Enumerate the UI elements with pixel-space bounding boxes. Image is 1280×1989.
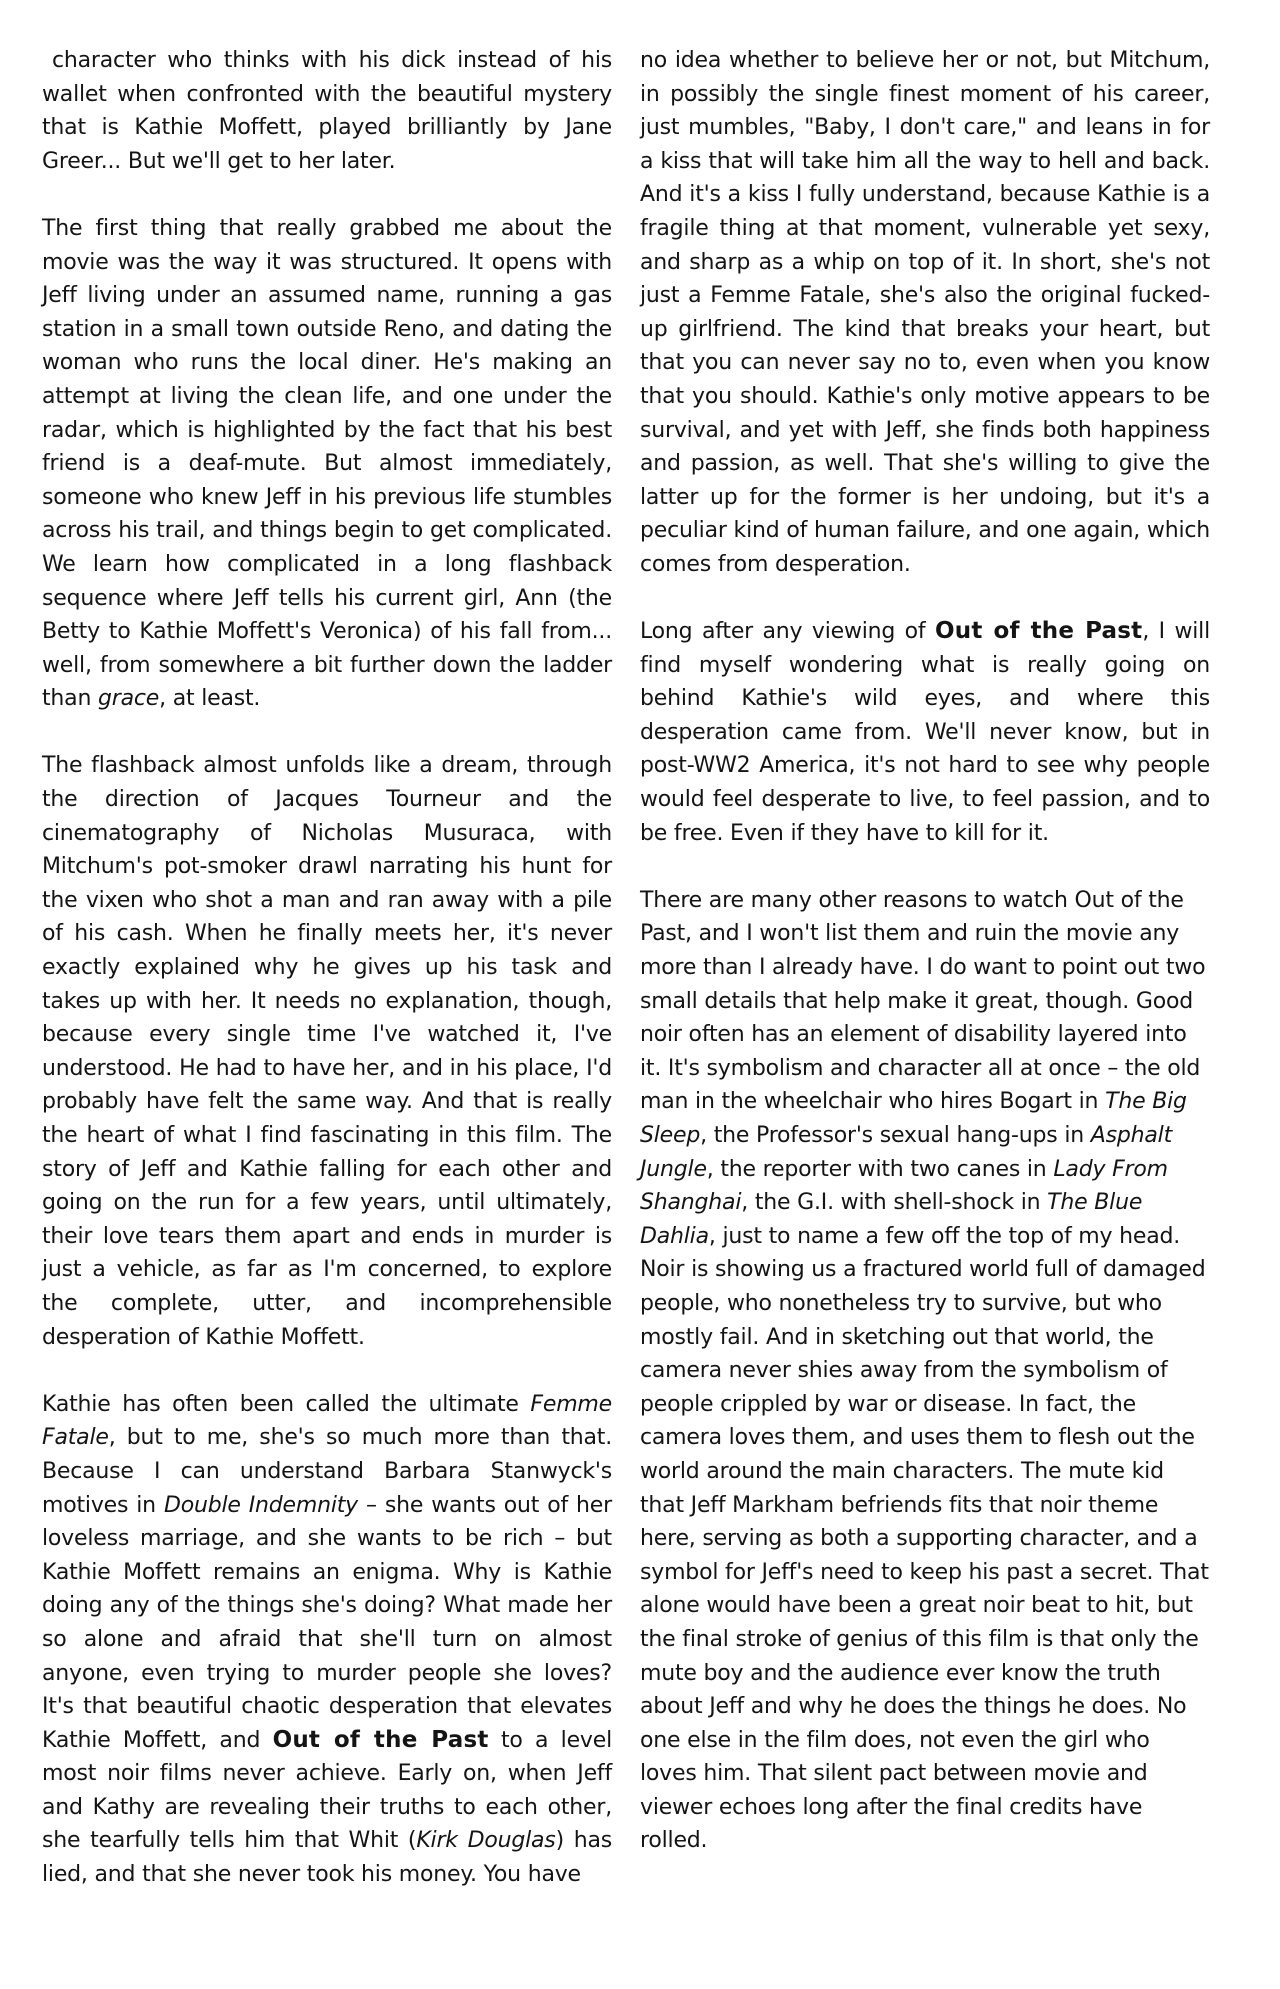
paragraph-kiss: no idea whether to believe her or not, but Mitchum, in possibly the single finest moment of his career, just mumbles, "Baby, I don't care," and leans in for a kiss that will take him all the way to hell and back. And it's a kiss I fully understand, because Kathie is a fragile thing at that moment, vulnerable yet sexy, and sharp as a whip on top of it. In short, she's not just a Femme Fatale, she's also the original fucked-up girlfriend. The kind that breaks your heart, but that you can never say no to, even when you know that you should. Kathie's only motive appears to be survival, and yet with Jeff, she finds both happiness and passion, as well. That she's willing to give the latter up for the former is her undoing, but it's a peculiar kind of human failure, and one again, which comes from desperation. bbox=[640, 48, 1210, 577]
film-title: Lady From Shanghai bbox=[640, 1156, 1168, 1216]
paragraph-flashback: The flashback almost unfolds like a dream, through the direction of Jacques Tourneur and the cinematography of Nicholas Musuraca, with Mitchum's pot-smoker drawl narrating his hunt for the vixen who shot a man and ran away with a pile of his cash. When he finally meets her, it's never exactly explained why he gives up his task and takes up with her. It needs no explanation, though, because every single time I've watched it, I've understood. He had to have her, and in his place, I'd probably have felt the same way. And that is really the heart of what I find fascinating in this film. The story of Jeff and Kathie falling for each other and going on the run for a few years, until ultimately, their love tears them apart and ends in murder is just a vehicle, as far as I'm concerned, to explore the complete, utter, and incomprehensible desperation of Kathie Moffett. bbox=[42, 753, 612, 1350]
paragraph-desperation: Long after any viewing of Out of the Past, I will find myself wondering what is really going on behind Kathie's wild eyes, and where this desperation came from. We'll never know, but in post-WW2 America, it's not hard to see why people would feel desperate to live, to feel passion, and to be free. Even if they have to kill for it. bbox=[640, 618, 1210, 846]
film-title: The Blue Dahlia bbox=[640, 1190, 1143, 1249]
film-title-bold: Out of the Past bbox=[272, 1726, 489, 1753]
paragraph-femme-fatale: Kathie has often been called the ultimate Femme Fatale, but to me, she's so much more than that. Because I can understand Barbara Stanwyck's motives in Double Indemnity – she wants out of her loveless marriage, and she wants to be rich – but Kathie Moffett remains an enigma. Why is Kathie doing any of the things she's doing? What made her so alone and afraid that she'll turn on almost anyone, even trying to murder people she loves? It's that beautiful chaotic desperation that elevates Kathie Moffett, and Out of the Past to a level most noir films never achieve. Early on, when Jeff and Kathy are revealing their truths to each other, she tearfully tells him that Whit (Kirk Douglas) has lied, and that she never took his money. You have bbox=[42, 1391, 612, 1888]
paragraph-structure: The first thing that really grabbed me about the movie was the way it was structured. It opens with Jeff living under an assumed name, running a gas station in a small town outside Reno, and dating the woman who runs the local diner. He's making an attempt at living the clean life, and one under the radar, which is highlighted by the fact that his best friend is a deaf-mute. But almost immediately, someone who knew Jeff in his previous life stumbles across his trail, and things begin to get complicated. We learn how complicated in a long flashback sequence where Jeff tells his current girl, Ann (the Betty to Kathie Moffett's Veronica) of his fall from... well, from somewhere a bit further down the ladder than grace, at least. bbox=[42, 215, 612, 712]
emphasis-text: Femme Fatale bbox=[42, 1391, 612, 1451]
film-title: Double Indemnity bbox=[163, 1492, 358, 1518]
film-title: The Big Sleep bbox=[640, 1089, 1187, 1148]
right-column bbox=[640, 44, 1210, 1858]
actor-name: Kirk Douglas bbox=[416, 1828, 556, 1854]
left-column bbox=[42, 44, 612, 1892]
paragraph-continued: character who thinks with his dick instead of his wallet when confronted with the beautiful mystery that is Kathie Moffett, played brilliantly by Jane Greer... But we'll get to her later. bbox=[42, 48, 612, 174]
film-title-bold: Out of the Past bbox=[935, 618, 1143, 645]
emphasis-text: grace bbox=[98, 686, 160, 712]
paragraph-disability: There are many other reasons to watch Out of the Past, and I won't list them and ruin the movie any more than I already have. I do want to point out two small details that help make it great, though. Good noir often has an element of disability layered into it. It's symbolism and character all at once – the old man in the wheelchair who hires Bogart in The Big Sleep, the Professor's sexual hang-ups in Asphalt Jungle, the reporter with two canes in Lady From Shanghai, the G.I. with shell-shock in The Blue Dahlia, just to name a few off the top of my head. Noir is showing us a fractured world full of damaged people, who nonetheless try to survive, but who mostly fail. And in sketching out that world, the camera never shies away from the symbolism of people crippled by war or disease. In fact, the camera loves them, and uses them to flesh out the world around the main characters. The mute kid that Jeff Markham befriends fits that noir theme here, serving as both a supporting character, and a symbol for Jeff's need to keep his past a secret. That alone would have been a great noir beat to hit, but the final stroke of genius of this film is that only the mute boy and the audience ever know the truth about Jeff and why he does the things he does. No one else in the film does, not even the girl who loves him. That silent pact between movie and viewer echoes long after the final credits have rolled. bbox=[640, 887, 1209, 1854]
film-title: Asphalt Jungle bbox=[640, 1123, 1173, 1182]
